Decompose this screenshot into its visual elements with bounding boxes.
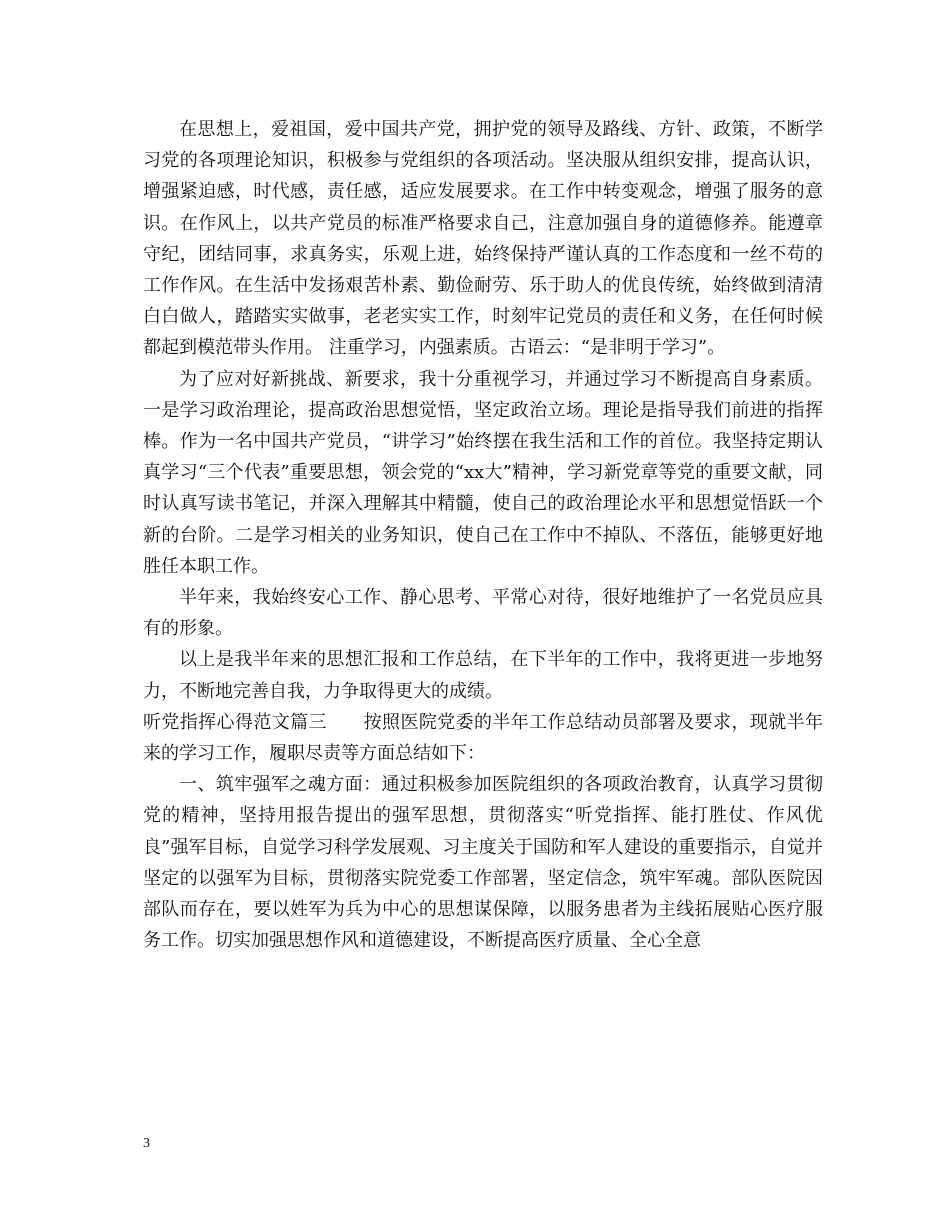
paragraph-summary: 以上是我半年来的思想汇报和工作总结，在下半年的工作中，我将更进一步地努力，不断地完善自我，力争取得更大的成绩。 [143,649,823,702]
paragraph-military-soul: 一、筑牢强军之魂方面：通过积极参加医院组织的各项政治教育，认真学习贯彻党的精神，坚持用报告提出的强军思想，贯彻落实“听党指挥、能打胜仗、作风优良”强军目标，自觉学习科学发展观、习主度关于国防和军人建设的重要指示，自觉并坚定的以强军为目标，贯彻落实院党委工作部署，坚定信念，筑牢军魂。部队医院因部队而存在，要以姓军为兵为中心的思想谋保障，以服务患者为主线拓展贴心医疗服务工作。切实加强思想作风和道德建设，不断提高医疗质量、全心全意 [143,774,823,952]
paragraph-study: 为了应对好新挑战、新要求，我十分重视学习，并通过学习不断提高自身素质。一是学习政治理论，提高政治思想觉悟，坚定政治立场。理论是指导我们前进的指挥棒。作为一名中国共产党员，“讲学习”始终摆在我生活和工作的首位。我坚持定期认真学习“三个代表”重要思想，领会党的“xx大”精神，学习新党章等党的重要文献，同时认真写读书笔记，并深入理解其中精髓，使自己的政治理论水平和思想觉悟跃一个新的台阶。二是学习相关的业务知识，使自己在工作中不掉队、不落伍，能够更好地胜任本职工作。 [143,368,823,577]
document-body [143,114,823,956]
paragraph-half-year: 半年来，我始终安心工作、静心思考、平常心对待，很好地维护了一名党员应具有的形象。 [143,587,823,640]
page-number: 3 [143,1136,150,1151]
paragraph-ideology: 在思想上，爱祖国，爱中国共产党，拥护党的领导及路线、方针、政策，不断学习党的各项理论知识，积极参与党组织的各项活动。坚决服从组织安排，提高认识，增强紧迫感，时代感，责任感，适应发展要求。在工作中转变观念，增强了服务的意识。在作风上，以共产党员的标准严格要求自己，注意加强自身的道德修养。能遵章守纪，团结同事，求真务实，乐观上进，始终保持严谨认真的工作态度和一丝不苟的工作作风。在生活中发扬艰苦朴素、勤俭耐劳、乐于助人的优良传统，始终做到清清白白做人，踏踏实实做事，老老实实工作，时刻牢记党员的责任和义务，在任何时候都起到模范带头作用。 注重学习，内强素质。古语云：“是非明于学习”。 [143,119,823,359]
paragraph-sample-three: 听党指挥心得范文篇三 按照医院党委的半年工作总结动员部署及要求，现就半年来的学习工作，履职尽责等方面总结如下： [143,711,823,765]
